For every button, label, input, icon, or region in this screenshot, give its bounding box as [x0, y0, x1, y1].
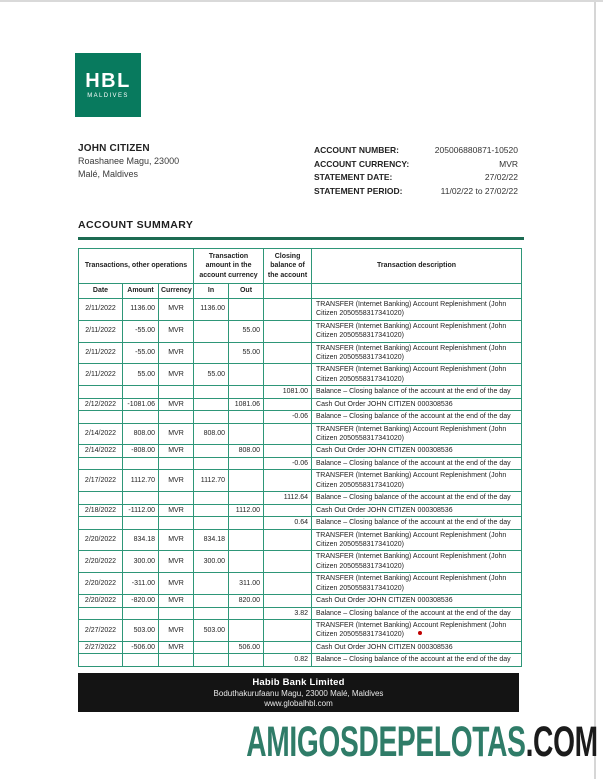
- cell-amount: [123, 411, 159, 423]
- table-row: [79, 641, 522, 653]
- cell-in: [194, 492, 229, 504]
- cell-in: [194, 386, 229, 398]
- cell-closing-balance: [264, 595, 312, 607]
- col-header-in: In: [194, 284, 229, 298]
- cell-closing-balance: 0.82: [264, 654, 312, 666]
- cell-date: 2/12/2022: [79, 398, 123, 410]
- cell-date: 2/18/2022: [79, 504, 123, 516]
- cell-closing-balance: [264, 620, 312, 642]
- cell-currency: MVR: [159, 342, 194, 364]
- cell-amount: 55.00: [123, 364, 159, 386]
- table-row: [79, 386, 522, 398]
- cell-out: [229, 492, 264, 504]
- table-row: [79, 445, 522, 457]
- cell-amount: -820.00: [123, 595, 159, 607]
- cell-out: 55.00: [229, 342, 264, 364]
- cell-out: 55.00: [229, 320, 264, 342]
- cell-in: [194, 504, 229, 516]
- account-number-label: ACCOUNT NUMBER:: [314, 145, 399, 155]
- cell-currency: MVR: [159, 445, 194, 457]
- cell-date: [79, 607, 123, 619]
- cell-amount: [123, 457, 159, 469]
- cell-currency: MVR: [159, 551, 194, 573]
- cell-out: 311.00: [229, 573, 264, 595]
- statement-period-value: 11/02/22 to 27/02/22: [440, 185, 518, 196]
- statement-period-label: STATEMENT PERIOD:: [314, 185, 403, 196]
- table-row: [79, 504, 522, 516]
- cell-description: TRANSFER (Internet Banking) Account Replenishment (John Citizen 2050558317341020): [312, 620, 522, 642]
- table-row: [79, 320, 522, 342]
- cell-out: 1112.00: [229, 504, 264, 516]
- red-dot-marker: [418, 631, 422, 635]
- cell-currency: MVR: [159, 398, 194, 410]
- cell-date: 2/11/2022: [79, 320, 123, 342]
- cell-out: [229, 654, 264, 666]
- hbl-logo-subtext: MALDIVES: [87, 93, 129, 99]
- cell-description: Balance – Closing balance of the account at the end of the day: [312, 517, 522, 529]
- cell-out: [229, 607, 264, 619]
- account-currency-label: ACCOUNT CURRENCY:: [314, 158, 410, 169]
- watermark-tld: .COM: [525, 718, 598, 766]
- cell-amount: [123, 654, 159, 666]
- col-header-closing-balance: Closing balance of the account: [264, 249, 312, 284]
- section-heading: ACCOUNT SUMMARY: [78, 219, 194, 231]
- cell-description: Cash Out Order JOHN CITIZEN 000308536: [312, 445, 522, 457]
- cell-in: [194, 445, 229, 457]
- cell-closing-balance: 3.82: [264, 607, 312, 619]
- cell-out: [229, 529, 264, 551]
- cell-in: [194, 457, 229, 469]
- cell-currency: [159, 492, 194, 504]
- cell-date: 2/14/2022: [79, 445, 123, 457]
- table-row: [79, 620, 522, 642]
- customer-name: JOHN CITIZEN: [78, 143, 150, 154]
- cell-description: Balance – Closing balance of the account at the end of the day: [312, 654, 522, 666]
- cell-closing-balance: [264, 641, 312, 653]
- cell-description: TRANSFER (Internet Banking) Account Replenishment (John Citizen 2050558317341020): [312, 298, 522, 320]
- cell-in: [194, 398, 229, 410]
- cell-amount: [123, 607, 159, 619]
- statement-period-row: [314, 185, 518, 199]
- table-body: [79, 298, 522, 666]
- cell-closing-balance: [264, 342, 312, 364]
- cell-date: [79, 457, 123, 469]
- page-right-edge: [594, 2, 596, 779]
- cell-in: [194, 342, 229, 364]
- cell-closing-balance: [264, 298, 312, 320]
- table-row: [79, 423, 522, 445]
- cell-closing-balance: [264, 470, 312, 492]
- footer-bank-name: Habib Bank Limited: [252, 677, 345, 688]
- table-row: [79, 654, 522, 666]
- cell-date: [79, 386, 123, 398]
- cell-in: 55.00: [194, 364, 229, 386]
- cell-in: 1136.00: [194, 298, 229, 320]
- table-row: [79, 595, 522, 607]
- cell-description: TRANSFER (Internet Banking) Account Replenishment (John Citizen 2050558317341020): [312, 423, 522, 445]
- col-header-out: Out: [229, 284, 264, 298]
- statement-date-row: [314, 171, 518, 185]
- cell-closing-balance: [264, 504, 312, 516]
- cell-amount: -55.00: [123, 320, 159, 342]
- cell-closing-balance: [264, 423, 312, 445]
- cell-currency: [159, 607, 194, 619]
- cell-description: Cash Out Order JOHN CITIZEN 000308536: [312, 595, 522, 607]
- cell-description: Cash Out Order JOHN CITIZEN 000308536: [312, 398, 522, 410]
- cell-description: TRANSFER (Internet Banking) Account Replenishment (John Citizen 2050558317341020): [312, 320, 522, 342]
- cell-currency: [159, 654, 194, 666]
- table-row: [79, 457, 522, 469]
- cell-amount: -506.00: [123, 641, 159, 653]
- cell-description: Balance – Closing balance of the account at the end of the day: [312, 386, 522, 398]
- cell-in: [194, 595, 229, 607]
- cell-currency: [159, 386, 194, 398]
- cell-date: 2/27/2022: [79, 620, 123, 642]
- cell-in: [194, 654, 229, 666]
- section-heading-rule: [78, 237, 524, 240]
- cell-description: TRANSFER (Internet Banking) Account Replenishment (John Citizen 2050558317341020): [312, 364, 522, 386]
- cell-currency: [159, 411, 194, 423]
- cell-date: 2/20/2022: [79, 573, 123, 595]
- cell-date: 2/27/2022: [79, 641, 123, 653]
- watermark-name: AMIGOSDEPELOTAS: [246, 718, 526, 766]
- cell-amount: 1112.70: [123, 470, 159, 492]
- account-currency-value: MVR: [499, 158, 518, 169]
- cell-currency: MVR: [159, 320, 194, 342]
- cell-date: 2/11/2022: [79, 364, 123, 386]
- cell-currency: [159, 517, 194, 529]
- col-header-closing-spacer: [264, 284, 312, 298]
- customer-address-line1: Roashanee Magu, 23000: [78, 156, 180, 166]
- table-row: [79, 573, 522, 595]
- cell-description: TRANSFER (Internet Banking) Account Replenishment (John Citizen 2050558317341020): [312, 573, 522, 595]
- cell-out: [229, 411, 264, 423]
- cell-date: [79, 654, 123, 666]
- cell-in: [194, 607, 229, 619]
- cell-amount: [123, 386, 159, 398]
- table-row: [79, 470, 522, 492]
- cell-date: 2/11/2022: [79, 342, 123, 364]
- cell-date: 2/17/2022: [79, 470, 123, 492]
- cell-in: [194, 411, 229, 423]
- cell-currency: [159, 457, 194, 469]
- customer-info: [78, 142, 179, 181]
- cell-closing-balance: [264, 445, 312, 457]
- cell-in: [194, 517, 229, 529]
- statement-date-label: STATEMENT DATE:: [314, 172, 393, 182]
- cell-description: Balance – Closing balance of the account at the end of the day: [312, 607, 522, 619]
- statement-date-value: 27/02/22: [484, 172, 518, 182]
- account-info: [314, 144, 518, 198]
- page-top-edge: [0, 0, 603, 2]
- cell-out: [229, 620, 264, 642]
- table-row: [79, 492, 522, 504]
- cell-description: TRANSFER (Internet Banking) Account Replenishment (John Citizen 2050558317341020): [312, 551, 522, 573]
- table-row: [79, 529, 522, 551]
- cell-closing-balance: 1112.64: [264, 492, 312, 504]
- cell-amount: 503.00: [123, 620, 159, 642]
- cell-out: [229, 423, 264, 445]
- cell-closing-balance: [264, 551, 312, 573]
- cell-amount: -808.00: [123, 445, 159, 457]
- col-group-account-currency: Transaction amount in the account currency: [194, 249, 264, 284]
- cell-amount: -1081.06: [123, 398, 159, 410]
- cell-date: 2/20/2022: [79, 551, 123, 573]
- customer-address-line2: Malé, Maldives: [78, 169, 139, 179]
- account-number-value: 205006880871-10520: [434, 145, 518, 155]
- col-header-description: Transaction description: [312, 249, 522, 284]
- cell-in: 808.00: [194, 423, 229, 445]
- cell-amount: 834.18: [123, 529, 159, 551]
- cell-out: 808.00: [229, 445, 264, 457]
- cell-closing-balance: [264, 529, 312, 551]
- cell-currency: MVR: [159, 529, 194, 551]
- cell-closing-balance: 0.64: [264, 517, 312, 529]
- cell-out: 506.00: [229, 641, 264, 653]
- cell-description: Cash Out Order JOHN CITIZEN 000308536: [312, 641, 522, 653]
- cell-in: [194, 641, 229, 653]
- table-row: [79, 364, 522, 386]
- account-currency-row: [314, 158, 518, 172]
- account-number-row: [314, 144, 518, 158]
- table-sub-header-row: [79, 284, 522, 298]
- cell-in: 503.00: [194, 620, 229, 642]
- cell-in: 1112.70: [194, 470, 229, 492]
- cell-currency: MVR: [159, 504, 194, 516]
- hbl-logo: [75, 53, 141, 117]
- cell-currency: MVR: [159, 573, 194, 595]
- table-row: [79, 607, 522, 619]
- cell-out: [229, 298, 264, 320]
- cell-currency: MVR: [159, 298, 194, 320]
- cell-amount: -1112.00: [123, 504, 159, 516]
- cell-date: 2/20/2022: [79, 595, 123, 607]
- cell-out: 1081.06: [229, 398, 264, 410]
- table-row: [79, 398, 522, 410]
- cell-description: Balance – Closing balance of the account at the end of the day: [312, 411, 522, 423]
- hbl-logo-text: HBL: [85, 70, 131, 92]
- cell-closing-balance: -0.06: [264, 411, 312, 423]
- cell-date: 2/11/2022: [79, 298, 123, 320]
- col-header-amount: Amount: [123, 284, 159, 298]
- cell-out: 820.00: [229, 595, 264, 607]
- cell-date: 2/20/2022: [79, 529, 123, 551]
- cell-out: [229, 517, 264, 529]
- cell-currency: MVR: [159, 620, 194, 642]
- cell-description: TRANSFER (Internet Banking) Account Replenishment (John Citizen 2050558317341020): [312, 342, 522, 364]
- cell-out: [229, 457, 264, 469]
- cell-out: [229, 364, 264, 386]
- cell-amount: [123, 517, 159, 529]
- cell-description: TRANSFER (Internet Banking) Account Replenishment (John Citizen 2050558317341020): [312, 529, 522, 551]
- table-row: [79, 517, 522, 529]
- cell-amount: 808.00: [123, 423, 159, 445]
- table-row: [79, 551, 522, 573]
- cell-currency: MVR: [159, 595, 194, 607]
- col-header-description-spacer: [312, 284, 522, 298]
- cell-description: TRANSFER (Internet Banking) Account Replenishment (John Citizen 2050558317341020): [312, 470, 522, 492]
- cell-date: 2/14/2022: [79, 423, 123, 445]
- cell-date: [79, 517, 123, 529]
- cell-currency: MVR: [159, 641, 194, 653]
- cell-in: [194, 573, 229, 595]
- account-summary-table: [78, 248, 522, 667]
- cell-closing-balance: [264, 320, 312, 342]
- col-header-currency: Currency: [159, 284, 194, 298]
- cell-in: 834.18: [194, 529, 229, 551]
- cell-closing-balance: [264, 573, 312, 595]
- cell-closing-balance: [264, 364, 312, 386]
- cell-currency: MVR: [159, 423, 194, 445]
- cell-amount: 1136.00: [123, 298, 159, 320]
- cell-closing-balance: -0.06: [264, 457, 312, 469]
- cell-in: 300.00: [194, 551, 229, 573]
- footer-bar: [78, 673, 519, 712]
- cell-description: Balance – Closing balance of the account at the end of the day: [312, 492, 522, 504]
- cell-amount: -55.00: [123, 342, 159, 364]
- table-row: [79, 411, 522, 423]
- footer-website: www.globalhbl.com: [264, 699, 333, 708]
- cell-out: [229, 386, 264, 398]
- cell-currency: MVR: [159, 364, 194, 386]
- table-row: [79, 342, 522, 364]
- table-row: [79, 298, 522, 320]
- cell-description: Cash Out Order JOHN CITIZEN 000308536: [312, 504, 522, 516]
- col-header-date: Date: [79, 284, 123, 298]
- cell-currency: MVR: [159, 470, 194, 492]
- cell-amount: 300.00: [123, 551, 159, 573]
- watermark: [246, 718, 598, 767]
- cell-out: [229, 470, 264, 492]
- cell-closing-balance: [264, 398, 312, 410]
- table-group-header-row: [79, 249, 522, 284]
- cell-amount: [123, 492, 159, 504]
- cell-date: [79, 492, 123, 504]
- col-group-transactions: Transactions, other operations: [79, 249, 194, 284]
- cell-out: [229, 551, 264, 573]
- footer-address: Boduthakurufaanu Magu, 23000 Malé, Maldives: [213, 689, 384, 698]
- cell-date: [79, 411, 123, 423]
- cell-description: Balance – Closing balance of the account at the end of the day: [312, 457, 522, 469]
- cell-amount: -311.00: [123, 573, 159, 595]
- cell-in: [194, 320, 229, 342]
- cell-closing-balance: 1081.00: [264, 386, 312, 398]
